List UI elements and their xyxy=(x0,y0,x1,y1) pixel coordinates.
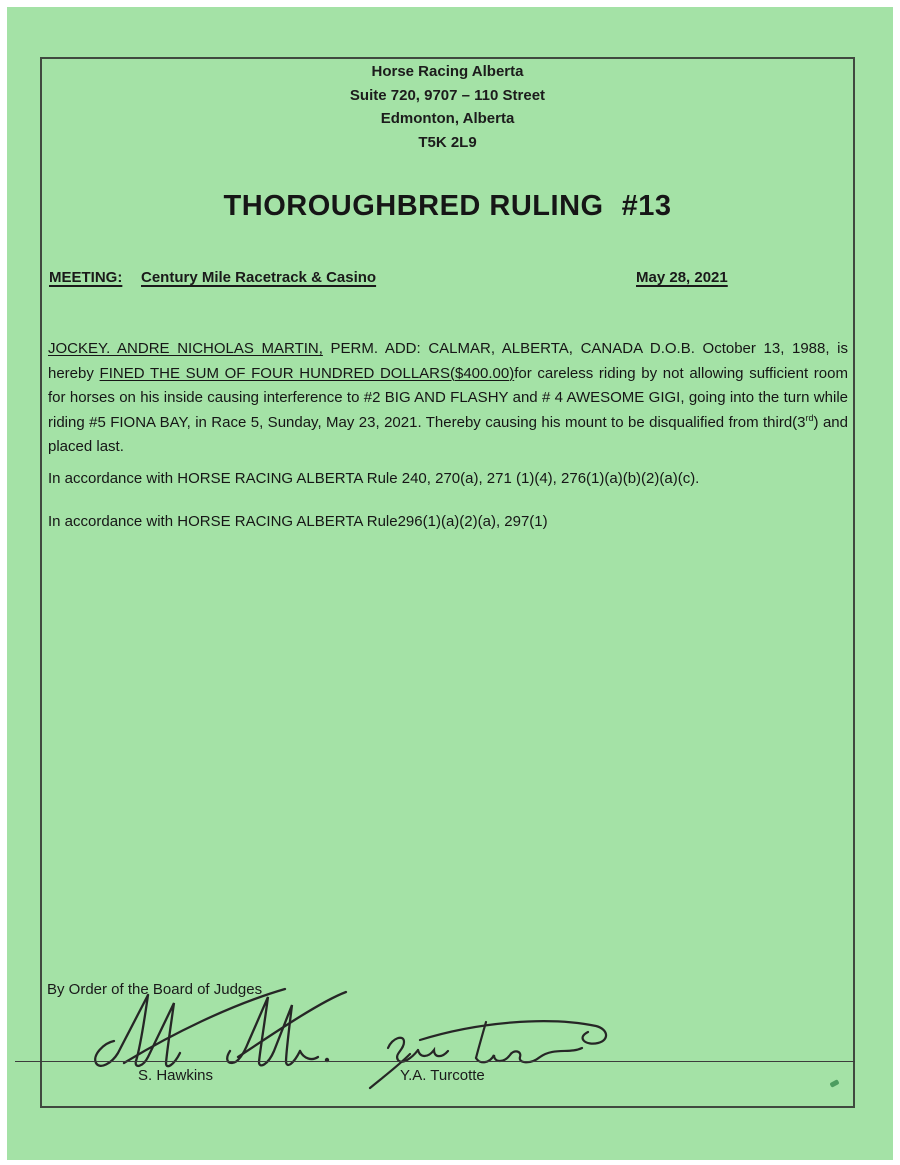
jockey-name-underlined: JOCKEY. ANDRE NICHOLAS MARTIN, xyxy=(48,340,323,357)
org-postal-code: T5K 2L9 xyxy=(418,133,477,151)
ruling-detail-1: PERM. ADD: CALMAR, ALBERTA, CANADA D.O.B. October 13, 1988, is hereby xyxy=(48,340,848,382)
page-title xyxy=(40,190,855,223)
page-title-text: THOROUGHBRED RULING xyxy=(223,190,604,222)
meeting-label: MEETING: xyxy=(49,269,123,286)
meeting-date: May 28, 2021 xyxy=(636,269,728,286)
signature-s-hawkins xyxy=(80,983,355,1071)
signature-ya-turcotte xyxy=(358,1010,628,1090)
ordinal-suffix: rd xyxy=(805,412,814,423)
signature-line xyxy=(15,1061,855,1062)
rule-reference-1: In accordance with HORSE RACING ALBERTA Rule 240, 270(a), 271 (1)(4), 276(1)(a)(b)(2)(a)(c). xyxy=(48,470,700,487)
letterhead xyxy=(40,60,855,154)
ruling-number: #13 xyxy=(621,190,672,222)
signatory-name-2: Y.A. Turcotte xyxy=(400,1067,485,1084)
meeting-venue: Century Mile Racetrack & Casino xyxy=(141,269,377,286)
fine-amount-underlined: FINED THE SUM OF FOUR HUNDRED DOLLARS($400.00) xyxy=(99,364,515,382)
rule-reference-2: In accordance with HORSE RACING ALBERTA Rule296(1)(a)(2)(a), 297(1) xyxy=(48,513,548,530)
org-name: Horse Racing Alberta xyxy=(371,63,524,80)
by-order-text: By Order of the Board of Judges xyxy=(47,981,263,998)
org-address: Suite 720, 9707 – 110 Street xyxy=(349,86,546,104)
signatory-name-1: S. Hawkins xyxy=(138,1067,214,1084)
ruling-body-paragraph xyxy=(48,337,848,460)
ruling-detail-3: ) and placed last. xyxy=(48,413,848,455)
org-city: Edmonton, Alberta xyxy=(380,110,515,127)
ruling-detail-2: for careless riding by not allowing sufficient room for horses on his inside causing interference to #2 BIG AND FLASHY and # 4 AWESOME GIGI, going into the turn while riding #5 FIONA BAY, in Race 5, Sunday, May 23, 2021. Thereby causing his mount to be disqualified from third(3 xyxy=(48,364,848,431)
